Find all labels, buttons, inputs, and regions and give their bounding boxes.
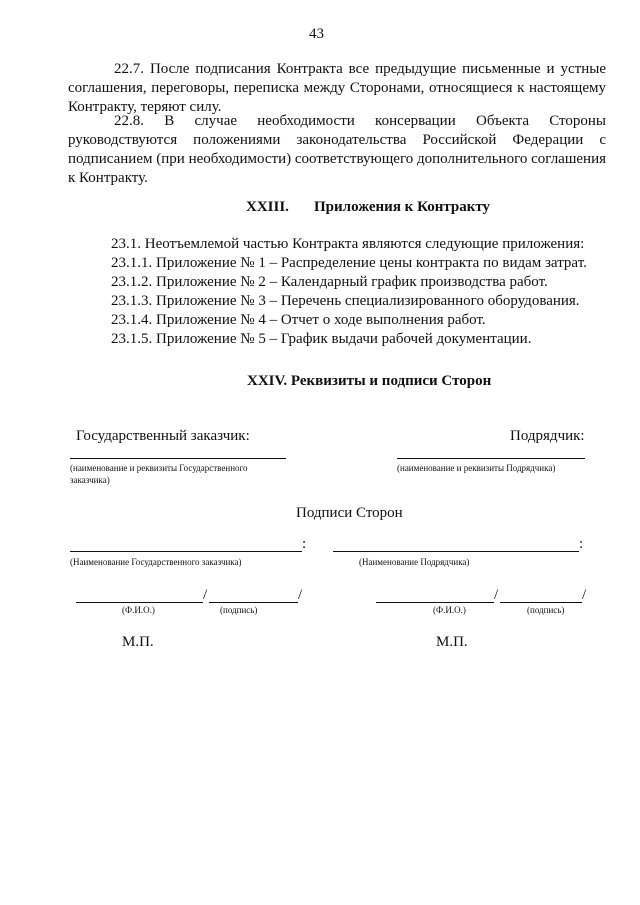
customer-signature-caption: (подпись) [220,605,258,615]
contractor-stamp: М.П. [436,634,468,650]
list-item: 23.1.4. Приложение № 4 – Отчет о ходе выполнения работ. [111,312,486,328]
paragraph-line: 22.8. В случае необходимости консервации Объекта Стороны [114,113,606,129]
customer-label: Государственный заказчик: [76,428,250,444]
list-item: 23.1.2. Приложение № 2 – Календарный график производства работ. [111,274,548,290]
customer-name-caption: (Наименование Государственного заказчика) [70,557,242,567]
contractor-details-caption: (наименование и реквизиты Подрядчика) [397,463,556,473]
paragraph-22-7 [68,60,606,117]
contractor-name-colon: : [579,536,584,552]
appendix-list [111,235,587,349]
contractor-signature-line [500,602,582,603]
list-item: 23.1.5. Приложение № 5 – График выдачи рабочей документации. [111,331,532,347]
customer-details-line [70,458,286,459]
paragraph-line: руководствуются положениями законодательства Российской Федерации с [68,132,606,148]
customer-name-line [70,551,302,552]
paragraph-line: к Контракту. [68,170,148,186]
section-23-title: Приложения к Контракту [314,199,491,215]
contractor-fio-line [376,602,494,603]
customer-fio-line [76,602,203,603]
page-number: 43 [309,26,324,42]
customer-stamp: М.П. [122,634,154,650]
customer-details-caption: (наименование и реквизиты Государственного [70,463,248,473]
contractor-slash-1: / [494,587,499,603]
list-item: 23.1.1. Приложение № 1 – Распределение цены контракта по видам затрат. [111,255,587,271]
contractor-signature-caption: (подпись) [527,605,565,615]
paragraph-line: подписанием (при необходимости) соответствующего дополнительного соглашения [68,151,606,167]
signatures-title: Подписи Сторон [296,505,403,521]
paragraph-line: 22.7. После подписания Контракта все предыдущие письменные и устные [114,61,606,77]
paragraph-line: соглашения, переговоры, переписка между Сторонами, относящиеся к настоящему [68,80,606,96]
section-23-number: XXIII. [246,199,289,215]
list-item: 23.1.3. Приложение № 3 – Перечень специализированного оборудования. [111,293,580,309]
contractor-slash-2: / [582,587,587,603]
list-item: 23.1. Неотъемлемой частью Контракта являются следующие приложения: [111,236,585,252]
customer-slash-1: / [203,587,208,603]
customer-fio-caption: (Ф.И.О.) [122,605,155,615]
contractor-name-line [333,551,579,552]
paragraph-22-8 [68,112,606,188]
contractor-label: Подрядчик: [510,428,585,444]
customer-name-colon: : [302,536,307,552]
section-24-title: XXIV. Реквизиты и подписи Сторон [247,373,492,389]
paragraph-line: Контракту, теряют силу. [68,99,222,115]
customer-signature-line [209,602,298,603]
contractor-name-caption: (Наименование Подрядчика) [359,557,470,567]
customer-slash-2: / [298,587,303,603]
customer-details-caption-2: заказчика) [70,475,110,485]
contractor-fio-caption: (Ф.И.О.) [433,605,466,615]
contractor-details-line [397,458,585,459]
